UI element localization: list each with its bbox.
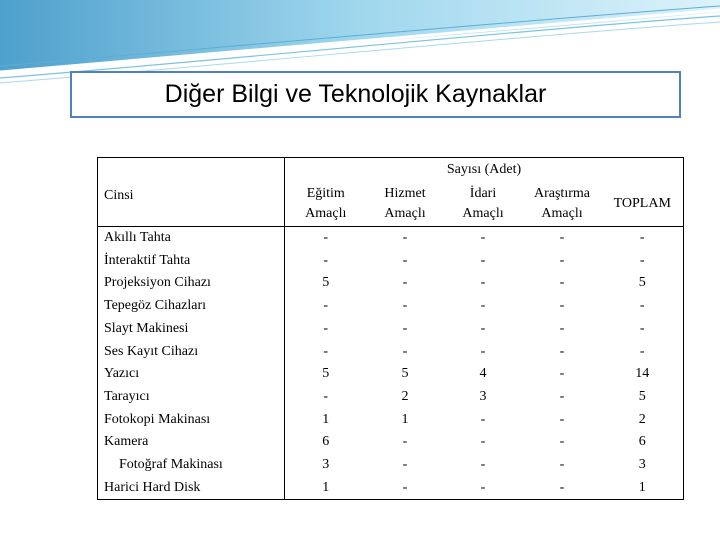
column-header-arastirma: Araştırma Amaçlı: [534, 186, 590, 221]
row-name: Tepegöz Cihazları: [98, 295, 285, 318]
row-value: 1: [401, 411, 409, 427]
row-value: -: [559, 434, 565, 450]
row-value: 5: [638, 388, 646, 404]
row-value: -: [639, 320, 645, 336]
table-row: [98, 250, 684, 273]
table-row: [98, 454, 684, 477]
row-value: -: [480, 298, 486, 314]
row-value: -: [559, 343, 565, 359]
column-header-toplam: TOPLAM: [613, 196, 671, 211]
row-value: 2: [401, 388, 409, 404]
row-value: 5: [322, 275, 330, 291]
row-value: -: [639, 252, 645, 268]
row-value: -: [480, 275, 486, 291]
row-value: -: [480, 252, 486, 268]
row-name: Harici Hard Disk: [98, 477, 285, 500]
row-value: -: [559, 298, 565, 314]
row-value: -: [559, 366, 565, 382]
row-value: -: [323, 343, 329, 359]
name-column-header: Cinsi: [98, 158, 285, 227]
column-header-egitim: Eğitim Amaçlı: [305, 186, 347, 221]
row-value: -: [559, 457, 565, 473]
row-name: Fotoğraf Makinası: [98, 454, 285, 477]
table-row: [98, 409, 684, 432]
row-name: Slayt Makinesi: [98, 318, 285, 341]
row-name: Yazıcı: [98, 363, 285, 386]
table-row: [98, 272, 684, 295]
row-value: -: [559, 252, 565, 268]
row-value: -: [480, 479, 486, 495]
row-name: Ses Kayıt Cihazı: [98, 341, 285, 364]
row-value: 14: [635, 366, 650, 382]
row-value: 3: [322, 457, 330, 473]
row-value: -: [402, 434, 408, 450]
row-value: -: [402, 298, 408, 314]
row-value: -: [559, 479, 565, 495]
row-name: Akıllı Tahta: [98, 227, 285, 250]
row-name: Tarayıcı: [98, 386, 285, 409]
row-value: -: [480, 343, 486, 359]
row-value: -: [559, 411, 565, 427]
row-value: -: [480, 434, 486, 450]
row-value: -: [402, 343, 408, 359]
table-row: [98, 363, 684, 386]
table-row: [98, 386, 684, 409]
resource-table: [97, 157, 684, 500]
table-row: [98, 431, 684, 454]
row-value: 1: [638, 479, 646, 495]
table-row: [98, 295, 684, 318]
row-value: -: [402, 252, 408, 268]
row-value: -: [367, 227, 444, 250]
group-header: Sayısı (Adet): [446, 162, 522, 177]
row-value: -: [559, 320, 565, 336]
row-value: -: [639, 298, 645, 314]
row-value: -: [480, 411, 486, 427]
row-name: Projeksiyon Cihazı: [98, 272, 285, 295]
table-row: [98, 477, 684, 500]
row-value: 6: [322, 434, 330, 450]
row-value: 5: [322, 366, 330, 382]
row-value: 2: [638, 411, 646, 427]
title-box: [70, 71, 681, 118]
column-header-hizmet: Hizmet Amaçlı: [384, 186, 426, 221]
row-value: 6: [638, 434, 646, 450]
table-row: [98, 341, 684, 364]
row-value: 5: [401, 366, 409, 382]
row-name: İnteraktif Tahta: [98, 250, 285, 273]
row-value: -: [323, 388, 329, 404]
column-header-idari: İdari Amaçlı: [462, 186, 504, 221]
row-value: -: [323, 298, 329, 314]
row-value: 3: [479, 388, 487, 404]
row-value: -: [602, 227, 684, 250]
row-value: -: [480, 320, 486, 336]
row-value: -: [323, 320, 329, 336]
row-name: Fotokopi Makinası: [98, 409, 285, 432]
table-row: [98, 227, 684, 250]
row-value: 4: [479, 366, 487, 382]
row-value: -: [480, 457, 486, 473]
row-value: -: [323, 252, 329, 268]
row-value: -: [559, 388, 565, 404]
row-value: -: [285, 227, 367, 250]
row-value: -: [402, 479, 408, 495]
table-row: [98, 318, 684, 341]
row-value: 5: [638, 275, 646, 291]
row-value: -: [444, 227, 523, 250]
row-value: -: [559, 275, 565, 291]
row-value: -: [523, 227, 602, 250]
row-value: 1: [322, 479, 330, 495]
row-value: -: [402, 275, 408, 291]
table-body: [98, 227, 684, 500]
row-value: -: [639, 343, 645, 359]
row-name: Kamera: [98, 431, 285, 454]
row-value: 1: [322, 411, 330, 427]
row-value: 3: [638, 457, 646, 473]
row-value: -: [402, 457, 408, 473]
row-value: -: [402, 320, 408, 336]
group-header-row: [98, 158, 684, 183]
page-title: Diğer Bilgi ve Teknolojik Kaynaklar: [164, 80, 547, 108]
